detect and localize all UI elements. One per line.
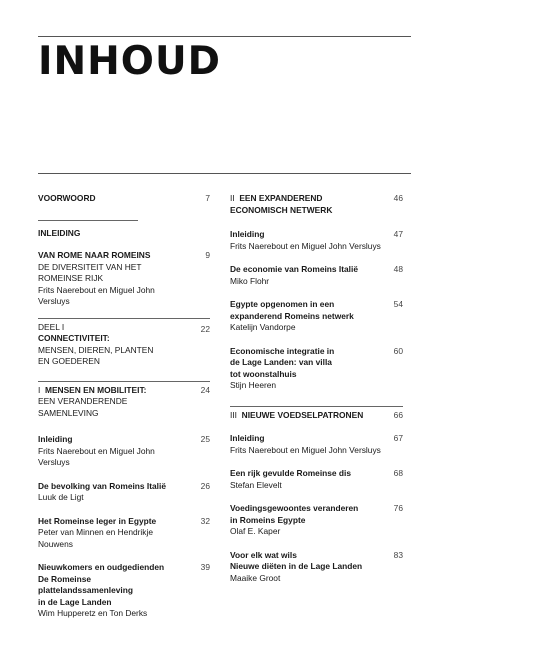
toc-entry-title: Het Romeinse leger in Egypte — [38, 515, 157, 526]
toc-entry-title: Economische integratie in — [230, 345, 335, 356]
toc-page-number: 54 — [393, 299, 403, 309]
toc-entry-title: CONNECTIVITEIT: — [38, 333, 110, 343]
toc-page-number: 48 — [393, 264, 403, 274]
toc-entry-subtitle: ECONOMISCH NETWERK — [230, 204, 333, 215]
toc-entry-subtitle: expanderend Romeins netwerk — [230, 310, 354, 321]
toc-entry-author: Frits Naerebout en Miguel John Versluys — [38, 284, 155, 306]
toc-entry-author: Peter van Minnen en Hendrikje Nouwens — [38, 527, 153, 549]
toc-entry-subtitle: Nieuwe diëten in de Lage Landen — [230, 561, 363, 571]
toc-entry-subtitle: in de Lage Landen — [38, 596, 112, 607]
toc-entry-title: De economie van Romeins Italië — [230, 264, 358, 274]
toc-entry[interactable] — [230, 410, 403, 422]
toc-entry-title: VAN ROME NAAR ROMEINS — [38, 250, 151, 260]
toc-entry-author: Maaike Groot — [230, 572, 281, 583]
toc-page-number: 47 — [393, 229, 403, 239]
toc-entry-author: Miko Flohr — [230, 275, 270, 286]
top-rule — [38, 36, 411, 37]
toc-entry[interactable] — [38, 250, 210, 308]
toc-entry-author: Frits Naerebout en Miguel John Versluys — [38, 445, 155, 467]
toc-entry-title: NIEUWE VOEDSELPATRONEN — [241, 409, 364, 420]
toc-entry-subtitle: De Romeinse plattelandssamenleving — [38, 573, 133, 595]
toc-page-number: 24 — [200, 384, 210, 395]
mid-rule — [38, 173, 411, 174]
toc-page-number: 7 — [205, 193, 210, 203]
toc-entry[interactable] — [230, 299, 403, 334]
toc-part-label: DEEL I — [38, 321, 65, 332]
toc-page-number: 9 — [205, 250, 210, 260]
toc-entry-title: INLEIDING — [38, 227, 81, 238]
toc-entry-subtitle: EEN VERANDERENDE SAMENLEVING — [38, 396, 128, 418]
toc-right-column — [230, 193, 403, 584]
toc-page-number: 22 — [200, 323, 210, 334]
toc-entry[interactable] — [38, 322, 210, 368]
toc-entry-title: Voor elk wat wils — [230, 549, 297, 560]
toc-page-number: 67 — [393, 433, 403, 443]
toc-entry-subtitle: ROMEINSE RIJK — [38, 273, 104, 283]
toc-page-number: 32 — [200, 515, 210, 526]
toc-page-number: 76 — [393, 503, 403, 513]
separator — [38, 381, 210, 382]
toc-entry[interactable] — [38, 385, 210, 420]
toc-entry-subtitle: EN GOEDEREN — [38, 356, 100, 366]
toc-entry-title: VOORWOORD — [38, 193, 96, 203]
toc-entry[interactable] — [38, 228, 210, 240]
toc-entry-subtitle: DE DIVERSITEIT VAN HET — [38, 261, 142, 272]
toc-page-number: 68 — [393, 468, 403, 478]
toc-entry-title: Voedingsgewoontes veranderen — [230, 503, 359, 513]
toc-page-number: 39 — [200, 562, 210, 572]
toc-entry-author: Katelijn Vandorpe — [230, 322, 296, 332]
toc-entry-subtitle: in Romeins Egypte — [230, 514, 306, 525]
separator — [38, 220, 138, 221]
section-number: III — [230, 409, 237, 420]
toc-entry-title: Inleiding — [38, 434, 73, 444]
section-number: II — [230, 193, 235, 203]
toc-entry[interactable] — [38, 193, 210, 205]
toc-entry-author: Olaf E. Kaper — [230, 526, 281, 536]
toc-entry[interactable] — [38, 434, 210, 469]
toc-page-number: 26 — [200, 480, 210, 491]
toc-entry-author: Frits Naerebout en Miguel John Versluys — [230, 240, 381, 251]
toc-entry-subtitle: de Lage Landen: van villa — [230, 357, 332, 367]
toc-page-number: 25 — [200, 434, 210, 444]
toc-entry-title: Egypte opgenomen in een — [230, 299, 335, 309]
toc-entry-author: Frits Naerebout en Miguel John Versluys — [230, 444, 381, 455]
toc-entry[interactable] — [38, 562, 210, 620]
toc-entry[interactable] — [230, 468, 403, 491]
toc-entry[interactable] — [230, 264, 403, 287]
toc-page-number: 66 — [393, 409, 403, 420]
toc-entry-subtitle: MENSEN, DIEREN, PLANTEN — [38, 344, 154, 355]
toc-entry-author: Stefan Elevelt — [230, 479, 282, 490]
page-title: INHOUD — [38, 39, 221, 84]
toc-entry-title: De bevolking van Romeins Italië — [38, 480, 166, 491]
toc-entry-author: Stijn Heeren — [230, 380, 277, 390]
toc-entry[interactable] — [38, 516, 210, 551]
toc-page-number: 83 — [393, 549, 403, 560]
toc-entry-author: Wim Hupperetz en Ton Derks — [38, 608, 148, 618]
separator — [38, 318, 210, 319]
toc-left-column — [38, 193, 210, 620]
toc-entry[interactable] — [230, 550, 403, 585]
toc-entry[interactable] — [230, 433, 403, 456]
toc-entry[interactable] — [230, 346, 403, 392]
toc-entry-title: Inleiding — [230, 229, 265, 239]
toc-entry-title: Nieuwkomers en oudgedienden — [38, 562, 165, 572]
section-number: I — [38, 384, 41, 395]
toc-entry-subtitle: tot woonstalhuis — [230, 368, 297, 379]
toc-entry-title: MENSEN EN MOBILITEIT: — [44, 384, 147, 395]
toc-entry[interactable] — [230, 193, 403, 216]
toc-page-number: 46 — [393, 193, 403, 203]
toc-entry-title: EEN EXPANDEREND — [239, 193, 323, 203]
toc-page-number: 60 — [393, 345, 403, 356]
toc-entry[interactable] — [38, 481, 210, 504]
toc-entry[interactable] — [230, 229, 403, 252]
separator — [230, 406, 403, 407]
toc-entry[interactable] — [230, 503, 403, 538]
toc-entry-title: Inleiding — [230, 433, 265, 443]
toc-entry-title: Een rijk gevulde Romeinse dis — [230, 468, 352, 478]
toc-entry-author: Luuk de Ligt — [38, 492, 84, 502]
